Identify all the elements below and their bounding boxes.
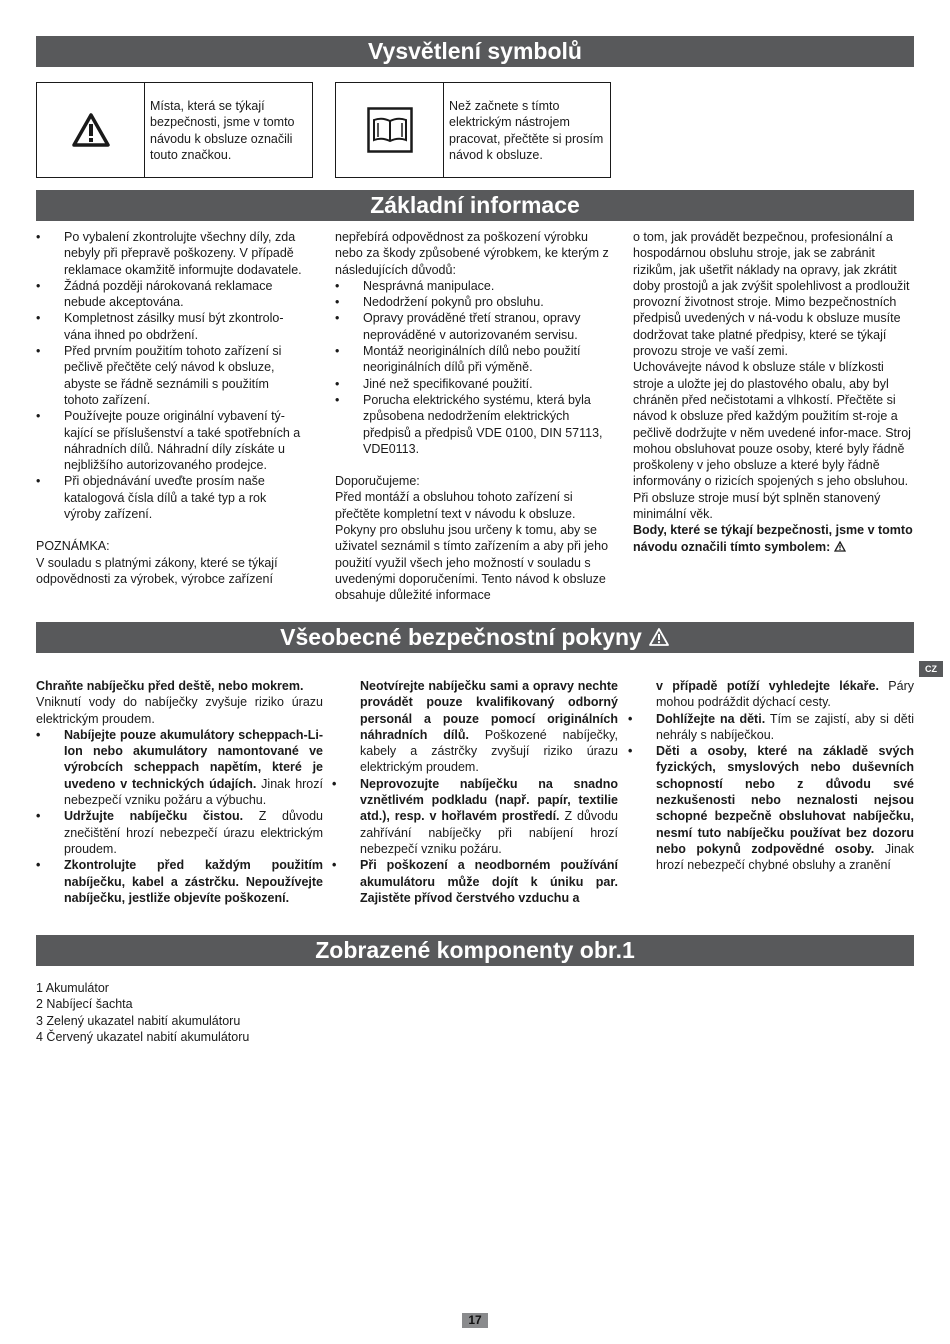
list-item: • Při objednávání uveďte prosím naše katalogová čísla dílů a také typ a rok výroby zařízení. [36,473,304,522]
warning-triangle-icon [71,112,111,148]
list-item: • Před prvním použitím tohoto zařízení si pečlivě přečtěte celý návod k obsluze, abyste se řádně seznámili s použitím tohoto zařízení. [36,343,304,408]
list-item: • Zkontrolujte před každým použitím nabíječku, kabel a zástrčku. Nepoužívejte nabíječku, jestliže objevíte poškození. [36,857,323,906]
list-item: 3 Zelený ukazatel nabití akumulátoru [36,1013,241,1028]
symbol-box-icon-cell [37,83,145,177]
open-book-icon [367,107,413,153]
section-heading-safety: Všeobecné bezpečnostní pokyny [36,622,914,653]
basic-column-1 [36,229,304,587]
basic-column-3 [633,229,914,555]
list-item: • Nedodržení pokynů pro obsluhu. [335,294,615,310]
list-item: • Montáž neoriginálních dílů nebo použití neoriginálních dílů při výměně. [335,343,615,376]
page-number: 17 [462,1313,488,1328]
list-item: • Při poškození a neodborném používání akumulátoru může dojít k úniku par. Zajistěte přívod čerstvého vzduchu a [332,857,618,906]
safety-lead: v případě potíží vyhledejte lékaře. Páry mohou podráždit dýchací cesty. [656,679,914,710]
note-label: POZNÁMKA: [36,539,110,554]
symbol-box-icon-cell [336,83,444,177]
safety-lead: Neotvírejte nabíječku sami a opravy nechte provádět pouze kvalifikovaný odborný personál a pouze pomocí originálních náhradních dílů. Poškozené nabíječky, kabely a zástrčky zvyšují riziko úrazu elektrickým proudem. [360,679,618,775]
basic-list-2 [335,278,615,457]
safety-lead: Chraňte nabíječku před deště, nebo mokrem. Vniknutí vody do nabíječky zvyšuje riziko úrazu elektrickým proudem. [36,679,323,726]
section-heading-symbols: Vysvětlení symbolů [36,36,914,67]
symbol-box-text: Než začnete s tímto elektrickým nástrojem pracovat, přečtěte si prosím návod k obsluze. [449,99,604,162]
list-item: • Nabíjejte pouze akumulátory scheppach-Li-Ion nebo akumulátory namontované ve výrobcích scheppach napětím, které je uvedeno v technických údajích. Jinak hrozí nebezpečí vzniku požáru a výbuchu. [36,727,323,808]
basic-text-1: o tom, jak provádět bezpečnou, profesionální a hospodárnou obsluhu stroje, jak se zabránit rizikům, jak ušetřit náklady na opravy, jak zkrátit doby prostojů a jak zvýšit spolehlivost a prodloužit provozní životnost stroje. Mimo bezpečnostních předpisů uvedených v ná-vodu k obsluze musíte dodržovat take platné předpisy, které se týkají provozu stroje ve vaší zemi. [633,230,910,359]
recommend-label: Doporučujeme: [335,474,420,489]
basic-list-1 [36,229,304,522]
warning-triangle-icon [648,627,670,647]
symbol-box-text: Místa, která se týkají bezpečnosti, jsme v tomto návodu k obsluze označili touto značkou. [150,99,295,162]
liability-intro: nepřebírá odpovědnost za poškození výrobku nebo za škody způsobené výrobkem, ke kterým z následujících důvodů: [335,230,609,277]
symbol-box-manual [335,82,611,178]
list-item: • Neprovozujte nabíječku na snadno vznětlivém podkladu (např. papír, textilie atd.), resp. v hořlavém prostředí. Z důvodu zahřívání nabíječky při nabíjení hrozí nebezpečí vzniku požáru. [332,776,618,857]
list-item: 4 Červený ukazatel nabití akumulátoru [36,1029,250,1044]
list-item: • Kompletnost zásilky musí být zkontrolo-vána ihned po obdržení. [36,310,304,343]
list-item: 1 Akumulátor [36,981,109,995]
language-tab: CZ [919,661,943,677]
recommend-text: Před montáží a obsluhou tohoto zařízení si přečtěte kompletní text v návodu k obsluze. Pokyny pro obsluhu jsou určeny k tomu, aby se uživatel seznámil s tímto zařízením a aby při jeho použití využil všech jeho možností v souladu s uvedenými doporučeními. Tento návod k obsluze obsahuje důležité informace [335,490,609,603]
warning-triangle-icon [834,541,846,552]
list-item: • Jiné než specifikované použití. [335,376,615,392]
basic-column-2 [335,229,615,604]
list-item: 2 Nabíjecí šachta [36,997,133,1012]
list-item: • Udržujte nabíječku čistou. Z důvodu znečištění hrozí nebezpečí úrazu elektrickým proudem. [36,808,323,857]
safety-list-1 [36,727,323,906]
component-list [36,980,249,1045]
list-item: • Porucha elektrického systému, která byla způsobena nedodržením elektrických předpisů a předpisů VDE 0100, DIN 57113, VDE0113. [335,392,615,457]
safety-list-2 [332,776,618,906]
list-item: • Dohlížejte na děti. Tím se zajistí, aby si děti nehrály s nabíječkou. [628,711,914,744]
list-item: • Žádná později nárokovaná reklamace nebude akceptována. [36,278,304,311]
basic-text-2: Uchovávejte návod k obsluze stále v blízkosti stroje a uložte jej do plastového obalu, aby byl chráněn před nečistotami a vlhkostí. Přečtěte si návod k obsluze před každým použitím st-roje a pečlivě dodržujte v něm uvedené infor-mace. Stroj mohou obsluhovat pouze osoby, které byly řádně proškoleny v jeho obsluze a které byly řádně informovány o rizicích spojených s jeho obsluhou. Při obsluze stroje musí být splněn stanovený minimální věk. [633,360,911,522]
list-item: • Po vybalení zkontrolujte všechny díly, zda nebyly při přepravě poškozeny. V případě reklamace okamžitě informujte dodavatele. [36,229,304,278]
list-item: • Používejte pouze originální vybavení tý-kající se příslušenství a také spotřebních a náhradních dílů. Náhradní díly získáte u nejbližšího autorizovaného prodejce. [36,408,304,473]
safety-column-3 [656,678,914,874]
note-text: V souladu s platnými zákony, které se týkají odpovědnosti za výrobek, výrobce zařízení [36,555,278,586]
safety-column-2 [360,678,618,906]
list-item: • Opravy prováděné třetí stranou, opravy neprováděné v autorizovaném servisu. [335,310,615,343]
safety-list-3 [628,711,914,874]
symbol-box-warning [36,82,313,178]
safety-column-1 [36,678,323,906]
list-item: • Děti a osoby, které na základě svých fyzických, smyslových nebo duševních schopností nebo z důvodu své nezkušenosti nebo neznalosti nejsou schopné bezpečně obsluhovat nabíječku, nesmí tuto nabíječku používat bez dozoru nebo pokynů zodpovědné osoby. Jinak hrozí nebezpečí chybné obsluhy a zranění [628,743,914,873]
list-item: • Nesprávná manipulace. [335,278,615,294]
section-heading-components: Zobrazené komponenty obr.1 [36,935,914,966]
section-heading-basic: Základní informace [36,190,914,221]
safety-symbol-note: Body, které se týkají bezpečnosti, jsme v tomto návodu označili tímto symbolem: [633,523,913,554]
